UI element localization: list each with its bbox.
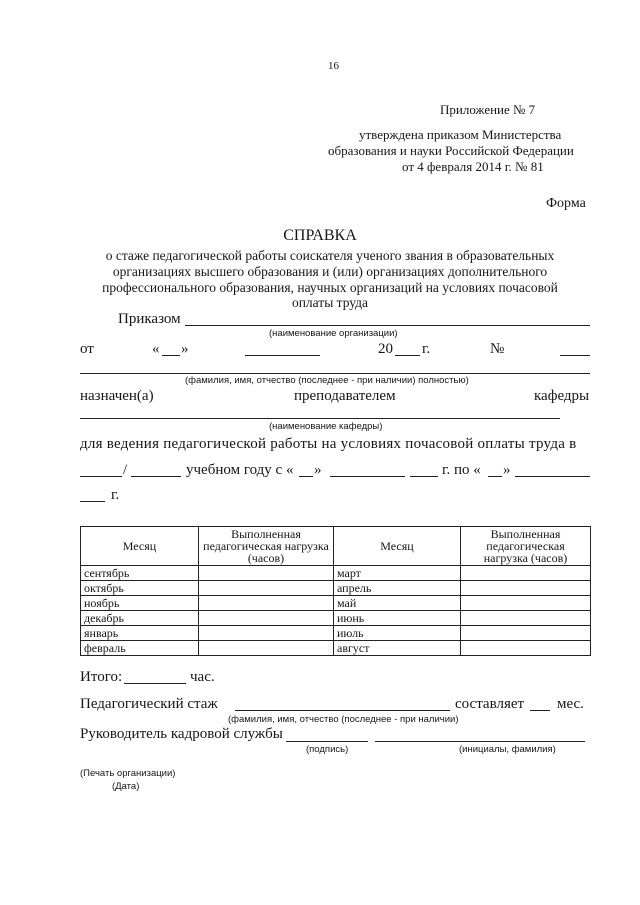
month-cell: февраль: [81, 641, 199, 656]
month-cell: август: [334, 641, 461, 656]
month-cell: декабрь: [81, 611, 199, 626]
signature-caption: (подпись): [306, 744, 349, 755]
to-year-suffix: г.: [111, 487, 120, 503]
to-label: г. по «: [442, 462, 481, 478]
table-row: [81, 596, 591, 611]
order-from-label: от: [80, 341, 94, 357]
month-cell: июль: [334, 626, 461, 641]
year-end-field[interactable]: [131, 476, 181, 477]
month-cell: сентябрь: [81, 566, 199, 581]
column-header-load-left: Выполненная педагогическая нагрузка (часов): [199, 527, 334, 566]
table-row: [81, 566, 591, 581]
experience-unit: мес.: [557, 696, 584, 712]
year-start-field[interactable]: [80, 476, 122, 477]
order-month-field[interactable]: [245, 355, 320, 356]
seal-label: (Печать организации): [80, 768, 176, 779]
date-label: (Дата): [112, 781, 140, 792]
order-year-suffix: г.: [422, 341, 431, 357]
organization-field[interactable]: [185, 325, 590, 326]
column-header-month-right: Месяц: [334, 527, 461, 566]
from-day-field[interactable]: [299, 476, 313, 477]
column-header-load-right: Выполненная педагогическая нагрузка (часов): [461, 527, 591, 566]
experience-caption: (фамилия, имя, отчество (последнее - при наличии): [228, 714, 459, 725]
title-line-3: профессионального образования, научных организаций на условиях почасовой: [102, 280, 558, 295]
hours-cell[interactable]: [199, 581, 334, 596]
experience-amounts-label: составляет: [455, 696, 525, 712]
hours-cell[interactable]: [199, 641, 334, 656]
signature-field[interactable]: [286, 741, 368, 742]
department-caption: (наименование кафедры): [269, 421, 383, 432]
approved-line-3: от 4 февраля 2014 г. № 81: [402, 159, 544, 174]
initials-field[interactable]: [375, 741, 585, 742]
department-field[interactable]: [80, 418, 560, 419]
initials-caption: (инициалы, фамилия): [459, 744, 556, 755]
month-cell: май: [334, 596, 461, 611]
order-label: Приказом: [118, 311, 181, 327]
column-header-month-left: Месяц: [81, 527, 199, 566]
hours-cell[interactable]: [461, 626, 591, 641]
table-header-row: [81, 527, 591, 566]
order-number-sign: №: [490, 341, 505, 357]
order-year-prefix: 20: [378, 341, 393, 357]
hours-cell[interactable]: [199, 566, 334, 581]
department-word: кафедры: [534, 388, 590, 404]
to-day-field[interactable]: [488, 476, 502, 477]
person-name-field[interactable]: [80, 373, 590, 374]
person-name-caption: (фамилия, имя, отчество (последнее - при наличии) полностью): [185, 375, 469, 386]
experience-name-field[interactable]: [235, 710, 450, 711]
month-cell: январь: [81, 626, 199, 641]
position-label: преподавателем: [294, 388, 396, 404]
approved-line-2: образования и науки Российской Федерации: [328, 143, 574, 158]
hr-head-label: Руководитель кадровой службы: [80, 726, 283, 742]
to-year-field[interactable]: [80, 501, 105, 502]
title-line-4: оплаты труда: [291, 295, 369, 310]
to-quote-close: »: [503, 462, 511, 478]
organization-caption: (наименование организации): [269, 328, 398, 339]
from-year-field[interactable]: [410, 476, 438, 477]
title-line-2: организациях высшего образования и (или) организациях дополнительного: [112, 264, 548, 279]
year-slash: /: [123, 462, 128, 478]
hours-cell[interactable]: [199, 626, 334, 641]
quote-close: »: [181, 341, 189, 357]
month-cell: ноябрь: [81, 596, 199, 611]
academic-year-label: учебном году с «: [186, 462, 294, 478]
form-label: Форма: [546, 196, 586, 211]
page-number: 16: [328, 60, 339, 72]
hours-cell[interactable]: [461, 566, 591, 581]
total-label: Итого:: [80, 669, 123, 685]
hours-cell[interactable]: [461, 611, 591, 626]
hours-cell[interactable]: [461, 596, 591, 611]
from-month-field[interactable]: [330, 476, 405, 477]
teaching-conditions-line: для ведения педагогической работы на условиях почасовой оплаты труда в: [80, 436, 577, 452]
table-row: [81, 641, 591, 656]
experience-months-field[interactable]: [530, 710, 550, 711]
table-row: [81, 611, 591, 626]
table-row: [81, 581, 591, 596]
hours-cell[interactable]: [461, 641, 591, 656]
order-number-field[interactable]: [560, 355, 590, 356]
to-month-field[interactable]: [515, 476, 590, 477]
experience-label: Педагогический стаж: [80, 696, 218, 712]
workload-table: [80, 526, 591, 656]
document-title: СПРАВКА: [283, 227, 357, 244]
hours-cell[interactable]: [199, 611, 334, 626]
month-cell: апрель: [334, 581, 461, 596]
quote-open: «: [152, 341, 160, 357]
title-line-1: о стаже педагогической работы соискателя ученого звания в образовательных: [105, 248, 555, 263]
appendix-label: Приложение № 7: [440, 102, 536, 117]
month-cell: июнь: [334, 611, 461, 626]
appointed-label: назначен(а): [80, 388, 154, 404]
approved-line-1: утверждена приказом Министерства: [359, 127, 562, 142]
total-hours-field[interactable]: [124, 683, 186, 684]
order-day-field[interactable]: [162, 355, 180, 356]
hours-cell[interactable]: [461, 581, 591, 596]
total-unit: час.: [190, 669, 215, 685]
order-year-field[interactable]: [395, 355, 420, 356]
hours-cell[interactable]: [199, 596, 334, 611]
month-cell: октябрь: [81, 581, 199, 596]
from-quote-close: »: [314, 462, 322, 478]
month-cell: март: [334, 566, 461, 581]
table-row: [81, 626, 591, 641]
